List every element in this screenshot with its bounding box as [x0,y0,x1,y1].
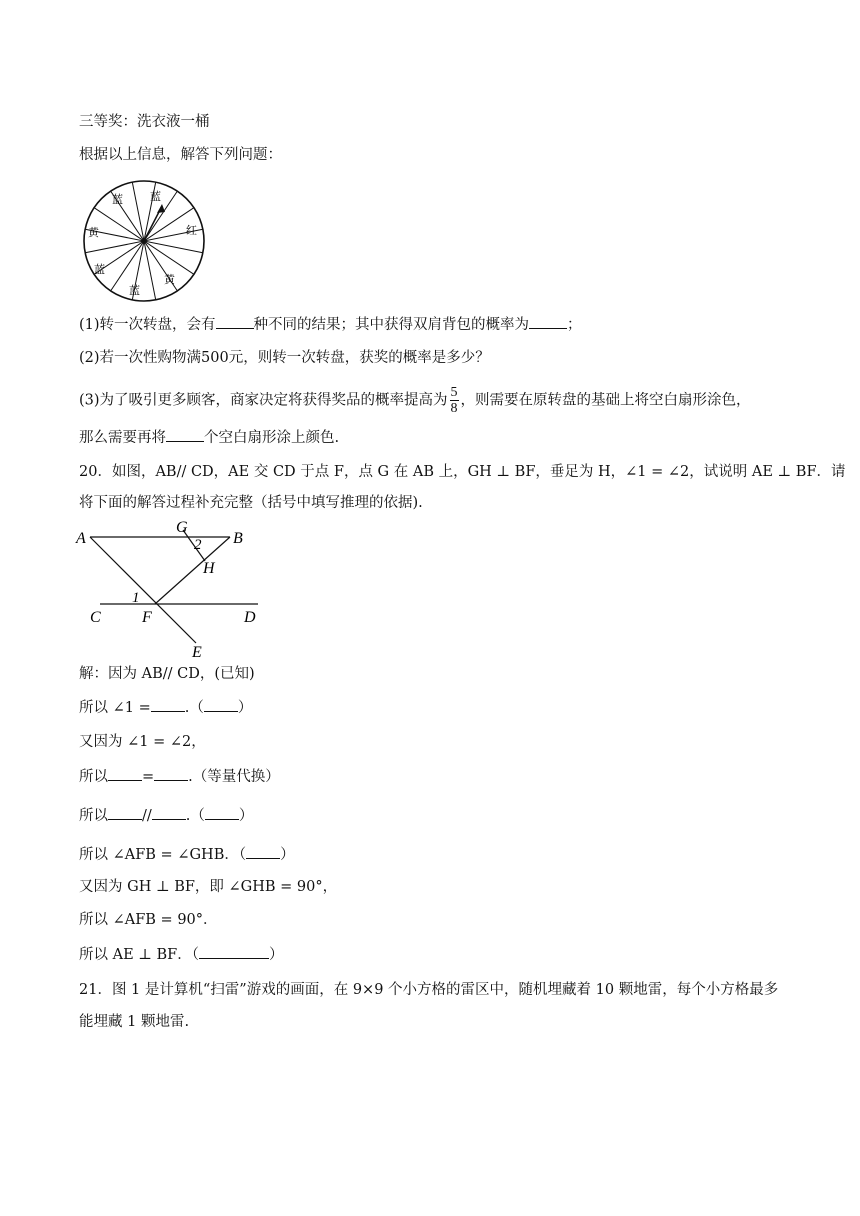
spinner-wheel [80,178,210,308]
answer-blank[interactable] [205,805,239,820]
answer-blank[interactable] [166,427,204,442]
solution-step-7: 又因为 GH ⊥ BF，即 ∠GHB = 90°， [79,879,338,895]
answer-blank[interactable] [204,697,238,712]
label-E: E [192,644,202,660]
answer-blank[interactable] [151,697,185,712]
answer-blank[interactable] [152,805,186,820]
answer-blank[interactable] [246,844,280,859]
solution-step-9: 所以 AE ⊥ BF．（ ） [79,944,284,965]
answer-blank[interactable] [108,766,142,781]
answer-blank[interactable] [529,314,567,329]
solution-step-5: 所以 // .（ ） [79,805,253,826]
intro-text: 根据以上信息，解答下列问题： [79,147,282,163]
q20-stem-line2: 将下面的解答过程补充完整（括号中填写推理的依据). [79,495,423,511]
q19-part2: (2)若一次性购物满500元，则转一次转盘，获奖的概率是多少？ [79,350,490,366]
wheel-label-yellow-left: 黄 [88,226,99,239]
wheel-label-blue-bottom: 蓝 [129,284,140,297]
solution-step-1: 解：因为 AB// CD，(已知) [79,666,255,682]
wheel-label-blue-left: 蓝 [94,263,105,276]
q19-part1: (1)转一次转盘，会有 种不同的结果；其中获得双肩背包的概率为 ； [79,314,582,335]
label-angle-2: 2 [194,537,202,553]
solution-step-4: 所以 = .（等量代换） [79,766,280,787]
label-G: G [176,519,188,536]
fraction: $\frac{5}{8}$ [450,385,458,416]
wheel-label-yellow-bottom: 黄 [164,273,175,286]
prize-line: 三等奖：洗衣液一桶 [79,114,210,130]
label-H: H [203,560,215,577]
q20-stem-line1: 20．如图，AB// CD，AE 交 CD 于点 F，点 G 在 AB 上，GH ⊥ BF，垂足为 H，∠1 = ∠2，试说明 AE ⊥ BF．请 [79,464,846,480]
label-angle-1: 1 [132,590,140,606]
label-A: A [76,530,86,547]
label-B: B [233,530,243,547]
label-C: C [90,609,101,626]
label-D: D [244,609,256,626]
q19-part3: (3)为了吸引更多顾客，商家决定将获得奖品的概率提高为 $\frac{5}{8}$ ，则需要在原转盘的基础上将空白扇形涂色， [79,385,751,416]
solution-step-8: 所以 ∠AFB = 90°． [79,912,218,928]
solution-step-3: 又因为 ∠1 = ∠2， [79,734,206,750]
solution-step-6: 所以 ∠AFB = ∠GHB．（ ） [79,844,295,865]
q21-stem-line2: 能埋藏 1 颗地雷. [79,1014,190,1030]
wheel-label-blue-top-left: 蓝 [112,193,123,206]
q21-stem-line1: 21．图 1 是计算机“扫雷”游戏的画面，在 9×9 个小方格的雷区中，随机埋藏着 10 颗地雷，每个小方格最多 [79,982,779,998]
answer-blank[interactable] [216,314,254,329]
answer-blank[interactable] [199,944,269,959]
wheel-label-red: 红 [186,224,197,237]
answer-blank[interactable] [154,766,188,781]
q19-part3-cont: 那么需要再将 个空白扇形涂上颜色. [79,427,339,448]
label-F: F [142,609,152,626]
wheel-label-blue-top: 蓝 [150,190,161,203]
geometry-figure [70,515,270,660]
solution-step-2: 所以 ∠1 = .（ ） [79,697,252,718]
answer-blank[interactable] [108,805,142,820]
